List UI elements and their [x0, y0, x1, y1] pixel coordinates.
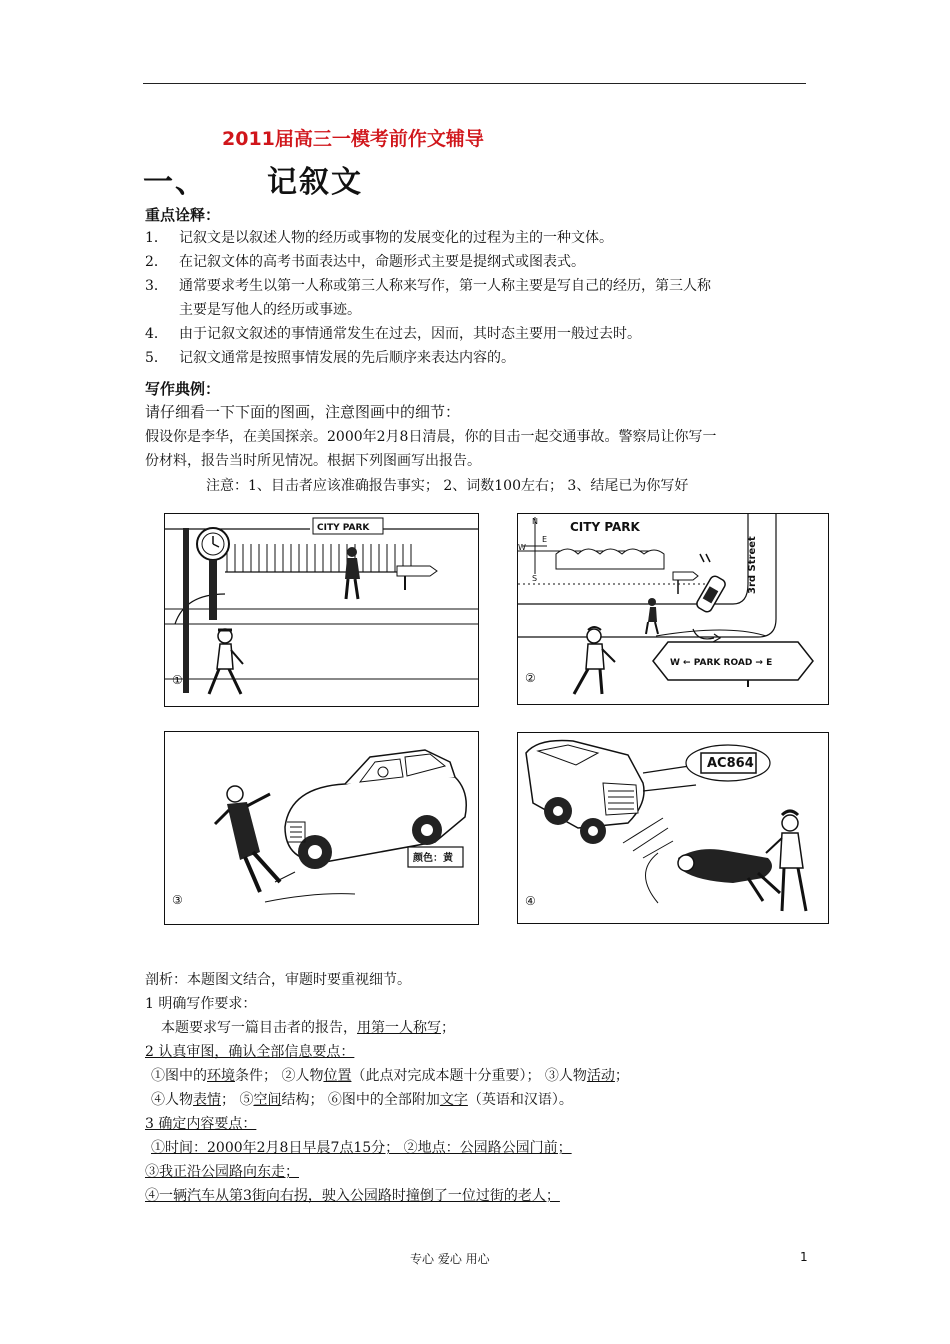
- point-3: 3． 通常要求考生以第一人称或第三人称来写作，第一人称主要是写自己的经历，第三人称: [145, 278, 711, 294]
- point-3-cont: 主要是写他人的经历或事迹。: [179, 302, 361, 318]
- step-1-title: 1 明确写作要求：: [145, 996, 257, 1012]
- point-1: 1． 记叙文是以叙述人物的经历或事物的发展变化的过程为主的一种文体。: [145, 230, 613, 246]
- compass-e: E: [542, 535, 548, 544]
- footer-motto: 专心 爱心 用心: [410, 1252, 490, 1266]
- scenario: 假设你是李华，在美国探亲。2000年2月8日清晨，你的目击一起交通事故。警察局让你写一 份材料，报告当时所见情况。根据下列图画写出报告。: [145, 429, 717, 469]
- point-4: 4． 由于记叙文叙述的事情通常发生在过去，因而，其时态主要用一般过去时。: [145, 326, 641, 342]
- note: 注意：1、目击者应该准确报告事实； 2、词数100左右； 3、结尾已为你写好: [206, 478, 689, 494]
- step-3-title: 3 确定内容要点：: [145, 1116, 257, 1132]
- step-2-line-2: ④人物表情； ⑤空间结构； ⑥图中的全部附加文字（英语和汉语）。: [151, 1092, 573, 1108]
- picture-3: [164, 731, 479, 925]
- picture-1-number: ①: [172, 673, 183, 687]
- picture-4-number: ④: [525, 894, 536, 908]
- picture-1-drawing: [165, 514, 478, 706]
- step-3-line-3: ④一辆汽车从第3街向右拐，驶入公园路时撞倒了一位过街的老人；: [145, 1188, 560, 1204]
- step-2-line-1: ①图中的环境条件； ②人物位置（此点对完成本题十分重要）； ③人物活动；: [151, 1068, 629, 1084]
- compass-n: N: [532, 517, 538, 526]
- street-label: 3rd Street: [747, 536, 758, 594]
- page-number: 1: [800, 1250, 808, 1264]
- picture-1: [164, 513, 479, 707]
- picture-4: [517, 732, 829, 924]
- key-heading: 重点诠释：: [145, 206, 221, 224]
- header-rule: [143, 83, 806, 84]
- picture-1-sign: CITY PARK: [317, 523, 370, 533]
- example-heading: 写作典例：: [145, 380, 221, 398]
- doc-title: 2011届高三一模考前作文辅导: [222, 128, 484, 150]
- point-5: 5． 记叙文通常是按照事情发展的先后顺序来表达内容的。: [145, 350, 515, 366]
- car-color-label: 颜色：黄: [413, 853, 453, 864]
- step-2-title: 2 认真审图，确认全部信息要点：: [145, 1044, 355, 1060]
- analysis: [145, 968, 810, 1208]
- instruction: 请仔细看一下下面的图画，注意图画中的细节：: [145, 403, 461, 421]
- section-heading: [143, 157, 363, 201]
- picture-3-drawing: [165, 732, 478, 924]
- section-number: 一、: [143, 165, 207, 200]
- compass-w: W: [518, 543, 526, 552]
- picture-4-drawing: [518, 733, 828, 923]
- picture-3-number: ③: [172, 893, 183, 907]
- section-title: 记叙文: [267, 165, 363, 200]
- license-plate: AC864: [707, 756, 754, 771]
- picture-2-number: ②: [525, 671, 536, 685]
- compass-s: S: [532, 574, 538, 583]
- step-3-line-1: ①时间：2000年2月8日早晨7点15分； ②地点：公园路公园门前；: [151, 1140, 572, 1156]
- road-label: W ← PARK ROAD → E: [670, 658, 773, 668]
- picture-2: [517, 513, 829, 705]
- analysis-intro: 剖析：本题图文结合，审题时要重视细节。: [145, 972, 411, 988]
- point-2: 2． 在记叙文体的高考书面表达中，命题形式主要是提纲式或图表式。: [145, 254, 585, 270]
- points-list: [145, 226, 810, 370]
- picture-2-sign: CITY PARK: [570, 520, 640, 534]
- picture-2-drawing: [518, 514, 828, 704]
- step-1-text: 本题要求写一篇目击者的报告，用第一人称写；: [161, 1020, 455, 1036]
- step-3-line-2: ③我正沿公园路向东走；: [145, 1164, 299, 1180]
